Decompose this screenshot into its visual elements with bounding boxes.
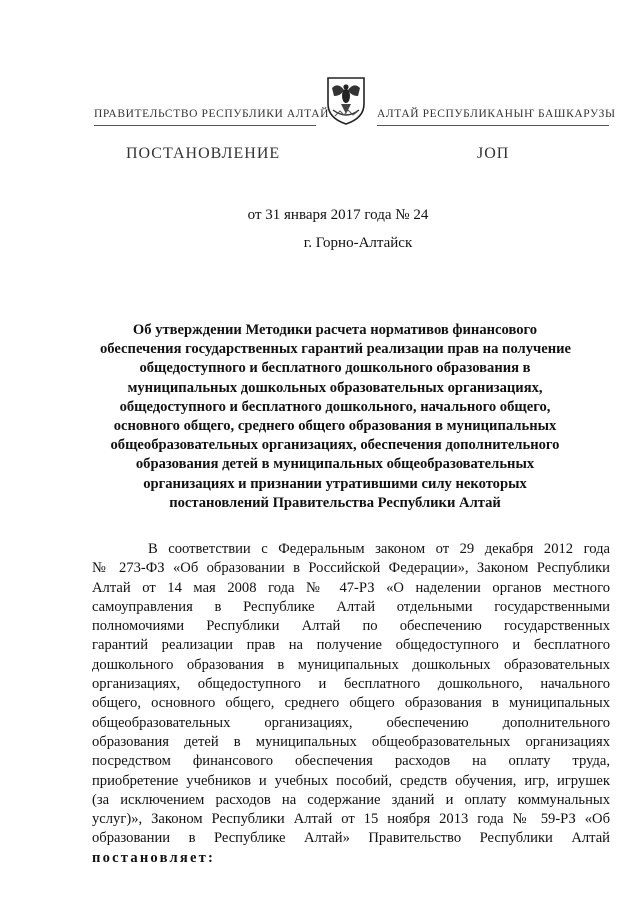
title-line: Об утверждении Методики расчета нормативов финансового [132, 322, 538, 338]
body-line: образования детей в муниципальных общеобразовательных организациях [92, 733, 610, 750]
title-line: общеобразовательных организациях, обеспечения дополнительного [110, 437, 560, 454]
body-line: самоуправления в Республике Алтай отдельными государственными [92, 598, 610, 615]
body-line: Алтай от 14 мая 2008 года № 47-РЗ «О наделении органов местного [92, 579, 610, 596]
document-title [100, 321, 570, 513]
title-line: постановлений Правительства Республики Алтай [169, 494, 501, 511]
document-type-altai: ЈОП [477, 145, 510, 162]
title-line: основного общего, среднего общего образования в муниципальных [113, 418, 557, 435]
decree-word: постановляет: [92, 849, 216, 866]
title-line: общедоступного и бесплатного дошкольного образования в [139, 360, 531, 377]
document-city: г. Горно-Алтайск [303, 235, 413, 251]
body-line: организациях, общедоступного и бесплатного дошкольного, начального [92, 676, 610, 693]
body-line: дошкольного образования в муниципальных дошкольных образовательных [92, 656, 610, 673]
body-line: образовании в Республике Алтай» Правительство Республики Алтай [92, 830, 610, 847]
government-name-altai: АЛТАЙ РЕСПУБЛИКАНЫҤ БАШКАРУЗЫ [377, 108, 616, 120]
body-line: № 273-ФЗ «Об образовании в Российской Федерации», Законом Республики [92, 560, 610, 577]
document-type-russian: ПОСТАНОВЛЕНИЕ [126, 145, 281, 162]
body-line: общеобразовательных организациях, обеспечению дополнительного [92, 714, 610, 731]
body-line: посредством финансового обеспечения расходов на оплату труда, [92, 753, 610, 770]
body-line: приобретение учебников и учебных пособий, средств обучения, игр, игрушек [92, 772, 610, 789]
title-line: образования детей в муниципальных общеобразовательных [135, 456, 535, 473]
document-date-number: от 31 января 2017 года № 24 [247, 207, 429, 223]
body-line: общего, основного общего, среднего общего образования в муниципальных [92, 695, 610, 712]
body-line: гарантий реализации прав на получение общедоступного и бесплатного [92, 637, 610, 654]
title-line: организациях и признании утратившими силу некоторых [143, 475, 527, 492]
header-divider-right [377, 125, 609, 126]
coat-of-arms-icon [323, 74, 369, 126]
document-body [92, 540, 610, 868]
body-line [92, 849, 610, 868]
title-line: обеспечения государственных гарантий реализации прав на получение [100, 341, 572, 358]
body-line: услуг)», Законом Республики Алтай от 15 ноября 2013 года № 59-РЗ «Об [92, 811, 610, 828]
title-line: общедоступного и бесплатного дошкольного, начального общего, [119, 398, 551, 415]
government-name-russian: ПРАВИТЕЛЬСТВО РЕСПУБЛИКИ АЛТАЙ [94, 108, 330, 120]
body-line: полномочиями Республики Алтай по обеспечению государственных [92, 618, 610, 635]
title-line: муниципальных дошкольных образовательных организациях, [127, 379, 543, 396]
body-line: (за исключением расходов на содержание зданий и оплату коммунальных [92, 791, 610, 808]
body-line: В соответствии с Федеральным законом от 29 декабря 2012 года [148, 541, 610, 557]
header-divider-left [94, 125, 316, 126]
